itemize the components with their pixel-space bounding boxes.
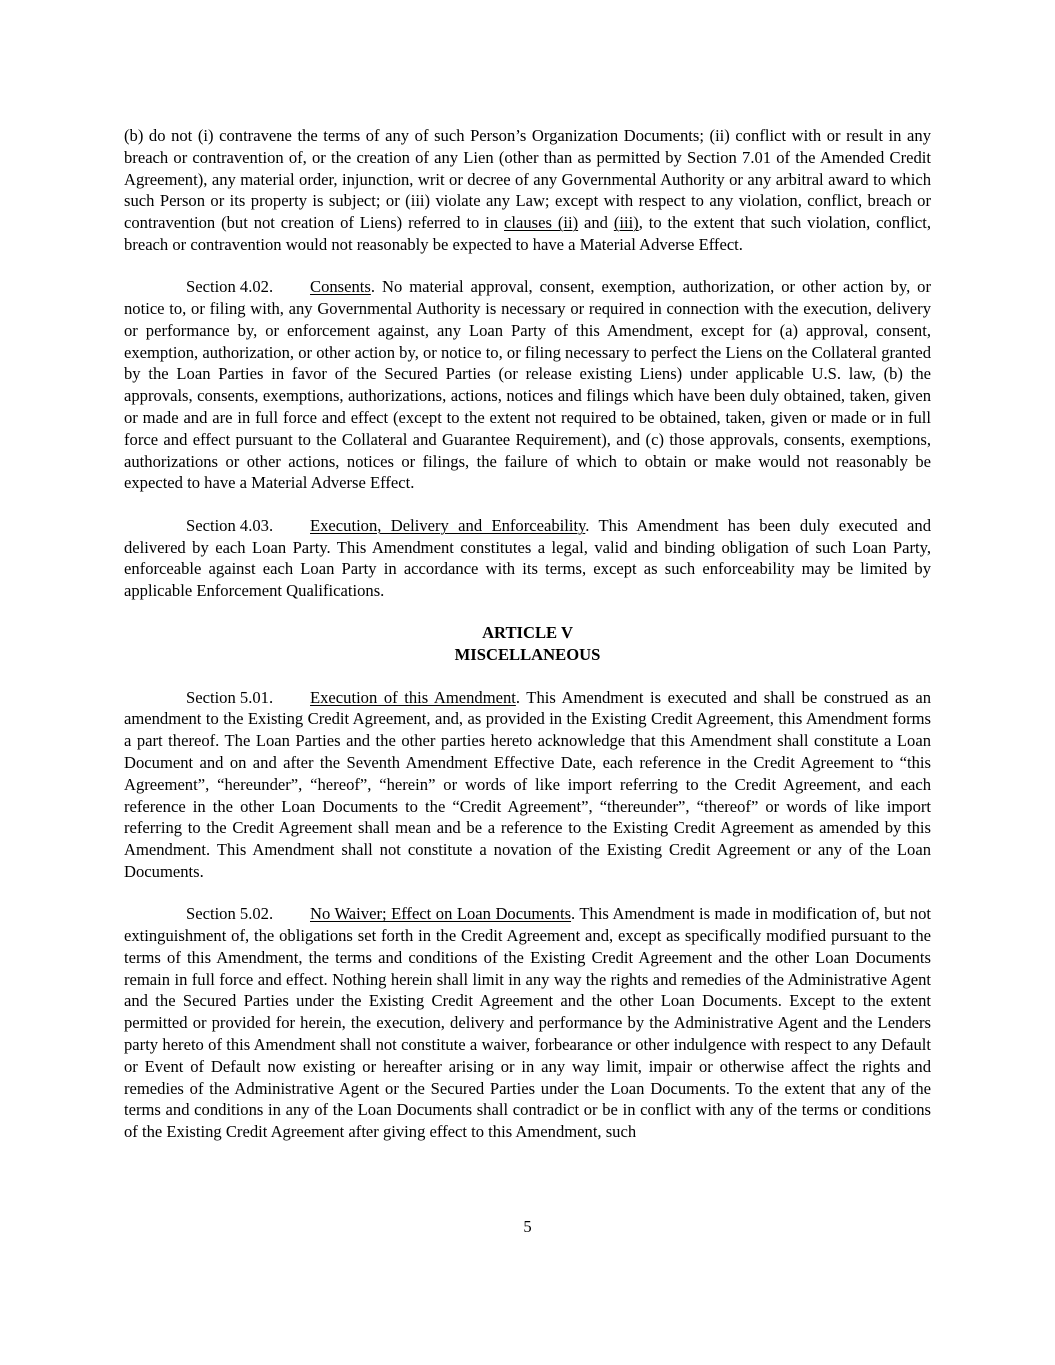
article-heading [124, 622, 931, 666]
section-body: . No material approval, consent, exemption, authorization, or other action by, or notice to, or filing with, any Governmental Authority is necessary or required in connection with the execution, delivery or performance by, or enforcement against, any Loan Party of this Amendment, except for (a) approval, consent, exemption, authorization, or other action by, or notice to, or filing necessary to perfect the Liens on the Collateral granted by the Loan Parties in favor of the Secured Parties (or release existing Liens) under applicable U.S. law, (b) the approvals, consents, exemptions, authorizations, actions, notices and filings which have been duly obtained, taken, given or made and are in full force and effect (except to the extent not required to be obtained, taken, given or made or in full force and effect pursuant to the Collateral and Guarantee Requirement), and (c) those approvals, consents, exemptions, authorizations or other actions, notices or filings, the failure of which to obtain or make would not reasonably be expected to have a Material Adverse Effect. [124, 277, 931, 493]
section-number: Section 4.02. [186, 277, 274, 297]
clause-reference-iii: (iii) [613, 213, 639, 233]
section-5-01 [124, 687, 931, 883]
clause-reference-ii: clauses (ii) [504, 213, 579, 233]
section-number: Section 5.02. [186, 904, 274, 924]
paragraph-continuation [124, 125, 931, 256]
section-body: . This Amendment has been duly executed and delivered by each Loan Party. This Amendment constitutes a legal, valid and binding obligation of such Loan Party, enforceable against each Loan Party in accordance with its terms, except as such enforceability may be limited by applicable Enforcement Qualifications. [124, 515, 931, 601]
section-number: Section 4.03. [186, 515, 274, 535]
paragraph-text: , to the extent that such violation, conflict, breach or contravention would not reasonably be expected to have a Material Adverse Effect. [124, 213, 932, 254]
paragraph-text: (b) do not (i) contravene the terms of any of such Person’s Organization Documents; (ii) conflict with or result in any breach or contravention of, or the creation of any Lien (other than as permitted by Section 7.01 of the Amended Credit Agreement), any material order, injunction, writ or decree of any Governmental Authority or any arbitral award to which such Person or its property is subject; or (iii) violate any Law; except with respect to any violation, conflict, breach or contravention (but not creation of Liens) referred to in [124, 126, 931, 233]
document-page [124, 125, 931, 1163]
section-title: Execution of this Amendment [310, 687, 516, 707]
page-number: 5 [523, 1217, 532, 1236]
section-title: Consents [310, 277, 371, 297]
section-4-03 [124, 515, 931, 602]
article-number: ARTICLE V [482, 623, 573, 643]
section-number: Section 5.01. [186, 687, 274, 707]
section-5-02 [124, 903, 931, 1143]
section-title: No Waiver; Effect on Loan Documents [310, 904, 572, 924]
section-title: Execution, Delivery and Enforceability [310, 515, 586, 535]
article-title: MISCELLANEOUS [454, 645, 601, 665]
section-body: . This Amendment is made in modification of, but not extinguishment of, the obligations set forth in the Credit Agreement and, except as specifically modified pursuant to the terms of this Amendment, the terms and conditions of the Existing Credit Agreement and the other Loan Documents remain in full force and effect. Nothing herein shall limit in any way the rights and remedies of the Administrative Agent and the Secured Parties under the Existing Credit Agreement and the other Loan Documents. Except to the extent permitted or provided for herein, the execution, delivery and performance by the Administrative Agent and the Lenders party hereto of this Amendment shall not constitute a waiver, forbearance or other indulgence with respect to any Default or Event of Default now existing or hereafter arising or in any way limit, impair or otherwise affect the rights and remedies of the Administrative Agent or the Secured Parties under the Loan Documents. To the extent that any of the terms and conditions in any of the Loan Documents shall contradict or be in conflict with any of the terms or conditions of the Existing Credit Agreement after giving effect to this Amendment, such [124, 904, 931, 1142]
section-4-02 [124, 276, 931, 494]
section-body: . This Amendment is executed and shall be construed as an amendment to the Existing Credit Agreement, and, as provided in the Existing Credit Agreement, this Amendment forms a part thereof. The Loan Parties and the other parties hereto acknowledge that this Amendment shall constitute a Loan Document and on and after the Seventh Amendment Effective Date, each reference in the Credit Agreement to “this Agreement”, “hereunder”, “hereof”, “herein” or words of like import referring to the Credit Agreement, and each reference in the other Loan Documents to the “Credit Agreement”, “thereunder”, “thereof” or words of like import referring to the Credit Agreement shall mean and be a reference to the Existing Credit Agreement as amended by this Amendment. This Amendment shall not constitute a novation of the Existing Credit Agreement or any of the Loan Documents. [124, 687, 931, 881]
conjunction-text: and [578, 213, 614, 233]
